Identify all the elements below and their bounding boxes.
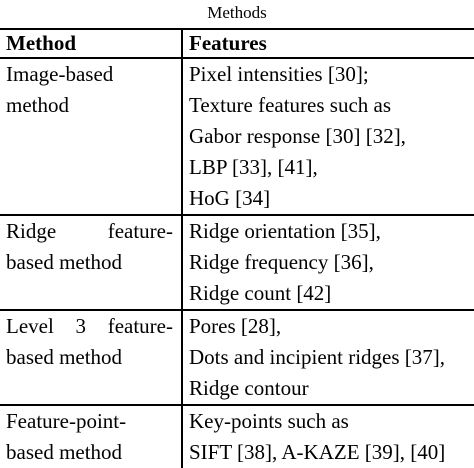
method-text: Level 3 feature- <box>6 314 173 338</box>
table-row <box>0 215 474 310</box>
column-header-method: Method <box>0 29 182 58</box>
table-header-row <box>0 29 474 58</box>
features-cell <box>182 310 474 405</box>
method-text: Feature-point- <box>6 409 127 433</box>
method-text: Image-based <box>6 62 114 86</box>
feature-text: Pores [28], <box>189 314 282 338</box>
feature-text: Gabor response [30] [32], <box>189 124 406 148</box>
table-row <box>0 310 474 405</box>
feature-text: Ridge frequency [36], <box>189 250 374 274</box>
feature-text: Ridge orientation [35], <box>189 219 381 243</box>
method-text: Ridge feature- <box>6 219 173 243</box>
features-cell <box>182 215 474 310</box>
method-text: based method <box>6 440 123 464</box>
feature-text: HoG [34] <box>189 186 271 210</box>
methods-table <box>0 28 474 468</box>
feature-text: Key-points such as <box>189 409 349 433</box>
feature-text: Dots and incipient ridges [37], <box>189 345 446 369</box>
column-header-features: Features <box>182 29 474 58</box>
method-cell <box>0 58 182 215</box>
feature-text: SIFT [38], A-KAZE [39], [40] <box>189 440 446 464</box>
feature-text: Ridge count [42] <box>189 281 332 305</box>
method-text: based method <box>6 250 123 274</box>
method-cell <box>0 405 182 468</box>
method-cell <box>0 310 182 405</box>
method-text: method <box>6 93 69 117</box>
feature-text: Pixel intensities [30]; <box>189 62 369 86</box>
table-row <box>0 405 474 468</box>
features-cell <box>182 405 474 468</box>
table-row <box>0 58 474 215</box>
feature-text: Ridge contour <box>189 376 309 400</box>
table-caption: Methods <box>207 3 267 22</box>
method-cell <box>0 215 182 310</box>
features-cell <box>182 58 474 215</box>
method-text: based method <box>6 345 123 369</box>
feature-text: Texture features such as <box>189 93 392 117</box>
feature-text: LBP [33], [41], <box>189 155 318 179</box>
